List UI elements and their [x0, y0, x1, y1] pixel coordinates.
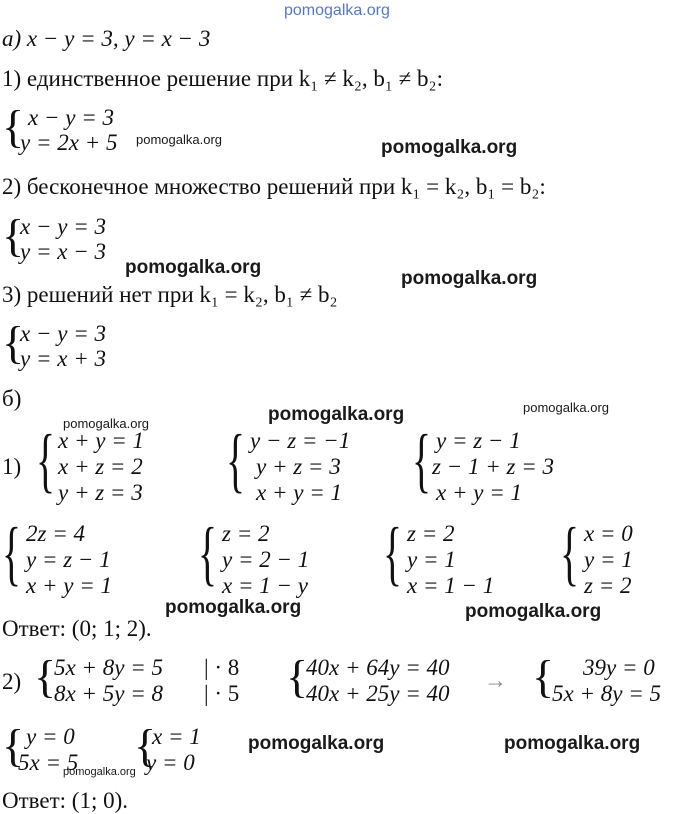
- row1-sys1-eq2: x + z = 2: [58, 454, 143, 479]
- watermark: pomogalka.org: [465, 601, 602, 622]
- watermark-top: pomogalka.org: [284, 2, 390, 19]
- system-brace: {: [560, 513, 580, 593]
- watermark: pomogalka.org: [125, 257, 262, 278]
- case-3-text: 3) решений нет при k₁ = k₂, b₁ ≠ b₂: [2, 282, 338, 307]
- system-brace: {: [134, 720, 157, 771]
- system-brace: {: [2, 513, 22, 593]
- item-1-label: 1): [2, 454, 22, 479]
- answer-1: Ответ: (0; 1; 2).: [2, 616, 152, 641]
- row2-sys3-eq1: z = 2: [407, 521, 455, 546]
- row2-sys3-eq3: x = 1 − 1: [407, 573, 495, 598]
- sys-d-eq1: y = 0: [26, 724, 75, 749]
- sys-a-eq1: 5x + 8y = 5: [54, 655, 163, 680]
- multiplier-2: | · 5: [204, 681, 240, 706]
- system-brace: {: [2, 101, 25, 152]
- row2-sys1-eq2: y = z − 1: [26, 547, 111, 572]
- watermark: pomogalka.org: [381, 137, 518, 158]
- system-2-eq-1: x − y = 3: [20, 214, 106, 239]
- sys-a-eq2: 8x + 5y = 8: [54, 681, 163, 706]
- watermark: pomogalka.org: [523, 400, 609, 415]
- row2-sys2-eq3: x = 1 − y: [222, 573, 308, 598]
- sys-e-eq2: y = 0: [146, 750, 195, 775]
- row2-sys2-eq2: y = 2 − 1: [222, 547, 310, 572]
- item-2-label: 2): [2, 669, 22, 694]
- system-brace: {: [532, 651, 555, 702]
- sys-b-eq2: 40x + 25y = 40: [306, 681, 450, 706]
- watermark: pomogalka.org: [401, 268, 538, 289]
- system-3-eq-2: y = x + 3: [20, 346, 106, 371]
- system-brace: {: [2, 720, 25, 771]
- row1-sys1-eq1: x + y = 1: [58, 428, 144, 453]
- row2-sys2-eq1: z = 2: [222, 521, 270, 546]
- watermark: pomogalka.org: [504, 733, 641, 754]
- sys-e-eq1: x = 1: [152, 724, 201, 749]
- watermark: pomogalka.org: [165, 597, 302, 618]
- system-1-eq-1: x − y = 3: [28, 105, 114, 130]
- row2-sys4-eq2: y = 1: [584, 547, 633, 572]
- system-brace: {: [36, 420, 56, 500]
- system-brace: {: [198, 513, 218, 593]
- part-b-label: б): [2, 386, 22, 411]
- row1-sys1-eq3: y + z = 3: [58, 480, 143, 505]
- watermark: pomogalka.org: [63, 416, 149, 431]
- part-a-header: а) x − y = 3, y = x − 3: [2, 26, 211, 51]
- sys-d-eq2: 5x = 5: [18, 750, 79, 775]
- system-brace: {: [34, 651, 57, 702]
- row1-sys2-eq3: x + y = 1: [256, 480, 342, 505]
- arrow: →: [484, 668, 507, 693]
- system-brace: {: [226, 420, 246, 500]
- system-3-eq-1: x − y = 3: [20, 321, 106, 346]
- row1-sys3-eq1: y = z − 1: [436, 428, 521, 453]
- row1-sys3-eq2: z − 1 + z = 3: [432, 454, 554, 479]
- multiplier-1: | · 8: [204, 655, 240, 680]
- sys-c-eq2: 5x + 8y = 5: [552, 681, 661, 706]
- watermark: pomogalka.org: [63, 766, 136, 778]
- case-1-text: 1) единственное решение при k₁ ≠ k₂, b₁ ≠ b₂:: [2, 66, 443, 91]
- sys-b-eq1: 40x + 64y = 40: [306, 655, 450, 680]
- row2-sys1-eq3: x + y = 1: [26, 573, 112, 598]
- system-brace: {: [383, 513, 403, 593]
- system-brace: {: [2, 317, 25, 368]
- watermark: pomogalka.org: [248, 733, 385, 754]
- watermark: pomogalka.org: [268, 404, 405, 425]
- watermark: pomogalka.org: [136, 132, 222, 147]
- row2-sys4-eq3: z = 2: [584, 573, 632, 598]
- row2-sys1-eq1: 2z = 4: [26, 521, 85, 546]
- row1-sys2-eq2: y + z = 3: [256, 454, 341, 479]
- answer-2: Ответ: (1; 0).: [2, 788, 128, 813]
- row1-sys3-eq3: x + y = 1: [436, 480, 522, 505]
- case-2-text: 2) бесконечное множество решений при k₁ = k₂, b₁ = b₂:: [2, 174, 546, 199]
- row2-sys3-eq2: y = 1: [407, 547, 456, 572]
- system-1-eq-2: y = 2x + 5: [20, 130, 118, 155]
- row1-sys2-eq1: y − z = −1: [250, 428, 351, 453]
- row2-sys4-eq1: x = 0: [584, 521, 633, 546]
- system-brace: {: [286, 651, 309, 702]
- sys-c-eq1: 39y = 0: [583, 655, 655, 680]
- system-2-eq-2: y = x − 3: [20, 239, 106, 264]
- system-brace: {: [412, 420, 432, 500]
- system-brace: {: [2, 210, 25, 261]
